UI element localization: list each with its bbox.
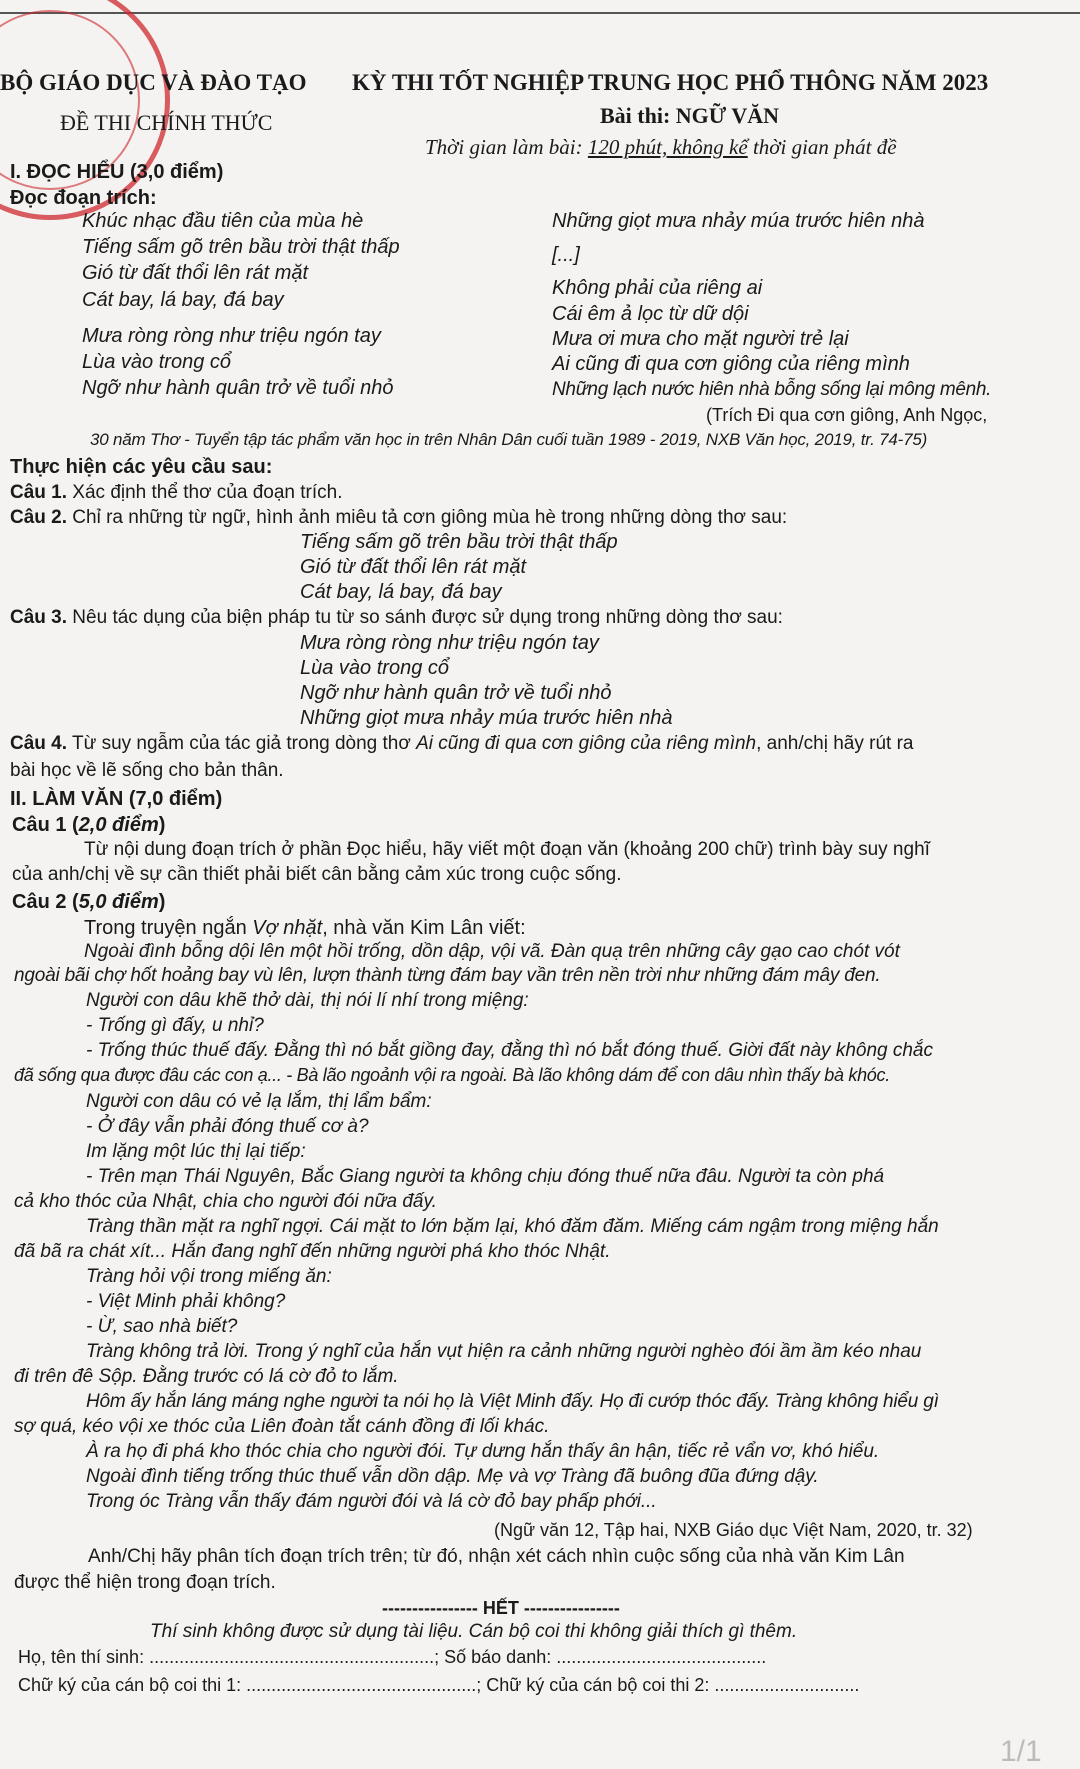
- excerpt-line: - Trống gì đấy, u nhỉ?: [86, 1015, 264, 1036]
- wq1-close: ): [158, 814, 166, 836]
- poem-left-line: Tiếng sấm gõ trên bầu trời thật thấp: [82, 236, 400, 258]
- excerpt-line: - Trên mạn Thái Nguyên, Bắc Giang người ta không chịu đóng thuế nữa đâu. Người ta còn phá: [86, 1166, 885, 1187]
- writing-question-1-line-1: Từ nội dung đoạn trích ở phần Đọc hiểu, hãy viết một đoạn văn (khoảng 200 chữ) trình bày suy nghĩ: [84, 839, 930, 860]
- excerpt-line: đã sống qua được đâu các con ạ... - Bà lão ngoảnh vội ra ngoài. Bà lão không dám để con dâu nhìn thấy bà khóc.: [14, 1065, 890, 1085]
- reading-intro: Đọc đoạn trích:: [10, 187, 157, 209]
- question-4-label: Câu 4.: [10, 733, 68, 754]
- poem-right-line: Những lạch nước hiên nhà bỗng sống lại mông mênh.: [552, 379, 992, 400]
- excerpt-line: sợ quá, kéo vội xe thóc của Liên đoàn tắt cánh đồng đi lối khác.: [14, 1416, 550, 1437]
- excerpt-line: - Trống thúc thuế đấy. Đằng thì nó bắt giồng đay, đằng thì nó bắt đóng thuế. Giời đất này không chắc: [86, 1040, 934, 1061]
- poem-right-line: [...]: [552, 244, 580, 266]
- exam-name: KỲ THI TỐT NGHIỆP TRUNG HỌC PHỔ THÔNG NĂM 2023: [352, 70, 989, 95]
- tasks-title: Thực hiện các yêu cầu sau:: [10, 456, 273, 478]
- poem-left-line: Ngỡ như hành quân trở về tuổi nhỏ: [82, 377, 394, 399]
- excerpt-line: Trong óc Tràng vẫn thấy đám người đói và lá cờ đỏ bay phấp phới...: [86, 1491, 657, 1512]
- exam-time: [425, 135, 897, 160]
- question-4-text-a: Từ suy ngẫm của tác giả trong dòng thơ: [67, 733, 417, 754]
- wq2-score: 5,0 điểm: [78, 891, 159, 913]
- excerpt-line: đi trên đê Sộp. Đằng trước có lá cờ đỏ to lắm.: [14, 1366, 399, 1387]
- excerpt-source: (Ngữ văn 12, Tập hai, NXB Giáo dục Việt Nam, 2020, tr. 32): [494, 1520, 973, 1540]
- proctor-signature-line: Chữ ký của cán bộ coi thi 1: ..............................................; Chữ ký của cán bộ coi thi 2: .............................: [18, 1675, 860, 1695]
- wq2-label: Câu 2 (: [12, 891, 79, 913]
- question-3-line: Những giọt mưa nhảy múa trước hiên nhà: [300, 707, 673, 729]
- excerpt-line: Hôm ấy hắn láng máng nghe người ta nói họ là Việt Minh đấy. Họ đi cướp thóc đấy. Tràng không hiểu gì: [86, 1391, 939, 1412]
- wq2-intro-b: , nhà văn Kim Lân viết:: [322, 917, 526, 939]
- question-1-label: Câu 1.: [10, 482, 68, 503]
- writing-question-2-title: [12, 891, 165, 914]
- end-mark: ---------------- HẾT ----------------: [382, 1598, 620, 1618]
- question-3-line: Lùa vào trong cổ: [300, 657, 449, 679]
- poem-left-line: Lùa vào trong cổ: [82, 351, 231, 373]
- poem-left-line: Cát bay, lá bay, đá bay: [82, 289, 284, 311]
- excerpt-line: Im lặng một lúc thị lại tiếp:: [86, 1141, 306, 1162]
- excerpt-line: Tràng thần mặt ra nghĩ ngợi. Cái mặt to lớn bặm lại, khó đăm đăm. Miếng cám ngậm trong miệng hắn: [86, 1216, 939, 1237]
- excerpt-line: đã bã ra chát xít... Hắn đang nghĩ đến những người phá kho thóc Nhật.: [14, 1241, 611, 1262]
- wq1-score: 2,0 điểm: [78, 814, 159, 836]
- question-3: [10, 607, 783, 629]
- time-suffix: thời gian phát đề: [747, 135, 897, 159]
- poem-right-line: Những giọt mưa nhảy múa trước hiên nhà: [552, 210, 925, 232]
- wq2-intro-a: Trong truyện ngắn: [84, 917, 253, 939]
- ministry-name: BỘ GIÁO DỤC VÀ ĐÀO TẠO: [0, 70, 307, 95]
- question-4: [10, 733, 913, 755]
- excerpt-line: Tràng hỏi vội trong miếng ăn:: [86, 1266, 332, 1287]
- poem-left-line: Mưa ròng ròng như triệu ngón tay: [82, 325, 381, 347]
- excerpt-line: cả kho thóc của Nhật, chia cho người đói nữa đấy.: [14, 1191, 437, 1212]
- question-2-line: Cát bay, lá bay, đá bay: [300, 581, 502, 603]
- poem-left-line: Khúc nhạc đầu tiên của mùa hè: [82, 210, 364, 232]
- excerpt-line: Tràng không trả lời. Trong ý nghĩ của hắn vụt hiện ra cảnh những người nghèo đói ầm ầm kéo nhau: [86, 1341, 922, 1362]
- official-exam-label: ĐỀ THI CHÍNH THỨC: [60, 110, 273, 135]
- writing-question-2-intro: [84, 917, 526, 940]
- writing-question-1-line-2: của anh/chị về sự cần thiết phải biết cân bằng cảm xúc trong cuộc sống.: [12, 864, 622, 885]
- question-2-line: Tiếng sấm gõ trên bầu trời thật thấp: [300, 531, 618, 553]
- excerpt-line: Ngoài đình bỗng dội lên một hồi trống, dồn dập, vội vã. Đàn quạ trên những cây gạo cao chót vót: [84, 941, 900, 962]
- poem-left-line: Gió từ đất thổi lên rát mặt: [82, 262, 309, 284]
- wq1-label: Câu 1 (: [12, 814, 79, 836]
- poem-source-2: 30 năm Thơ - Tuyển tập tác phẩm văn học in trên Nhân Dân cuối tuần 1989 - 2019, NXB Văn học, 2019, tr. 74-75): [90, 430, 928, 449]
- poem-right-line: Không phải của riêng ai: [552, 277, 763, 299]
- question-3-text: Nêu tác dụng của biện pháp tu từ so sánh được sử dụng trong những dòng thơ sau:: [67, 607, 783, 628]
- question-4-line-2: bài học về lẽ sống cho bản thân.: [10, 760, 284, 781]
- poem-right-line: Cái êm ả lọc từ dữ dội: [552, 303, 749, 325]
- time-value: 120 phút, không kể: [587, 135, 748, 159]
- time-prefix: Thời gian làm bài:: [425, 135, 588, 159]
- writing-section-title: II. LÀM VĂN (7,0 điểm): [10, 788, 223, 810]
- question-2: [10, 507, 787, 529]
- question-2-label: Câu 2.: [10, 507, 68, 528]
- reading-section-title: I. ĐỌC HIỂU (3,0 điểm): [10, 161, 224, 183]
- excerpt-line: Người con dâu khẽ thở dài, thị nói lí nhí trong miệng:: [86, 990, 529, 1011]
- page-number: 1/1: [1000, 1735, 1042, 1768]
- excerpt-line: Ngoài đình tiếng trống thúc thuế vẫn dồn dập. Mẹ và vợ Tràng đã buông đũa đứng dậy.: [86, 1466, 819, 1487]
- poem-right-line: Mưa ơi mưa cho mặt người trẻ lại: [552, 328, 849, 350]
- poem-right-line: Ai cũng đi qua cơn giông của riêng mình: [552, 353, 910, 375]
- writing-question-2-task-1: Anh/Chị hãy phân tích đoạn trích trên; từ đó, nhận xét cách nhìn cuộc sống của nhà văn Kim Lân: [88, 1546, 905, 1567]
- question-3-label: Câu 3.: [10, 607, 68, 628]
- exam-subject: Bài thi: NGỮ VĂN: [600, 103, 780, 128]
- question-4-quote: Ai cũng đi qua cơn giông của riêng mình: [416, 733, 757, 754]
- question-4-text-b: , anh/chị hãy rút ra: [756, 733, 914, 754]
- question-2-line: Gió từ đất thổi lên rát mặt: [300, 556, 527, 578]
- candidate-info-line: Họ, tên thí sinh: .........................................................; Số báo danh: ..........................................: [18, 1647, 767, 1667]
- poem-source-1: (Trích Đi qua cơn giông, Anh Ngọc,: [706, 405, 988, 425]
- excerpt-line: Người con dâu có vẻ lạ lắm, thị lẩm bẩm:: [86, 1091, 432, 1112]
- excerpt-line: - Ừ, sao nhà biết?: [86, 1316, 238, 1337]
- wq2-close: ): [158, 891, 166, 913]
- excerpt-line: - Ở đây vẫn phải đóng thuế cơ à?: [86, 1116, 369, 1137]
- writing-question-2-task-2: được thể hiện trong đoạn trích.: [14, 1572, 276, 1593]
- question-1-text: Xác định thể thơ của đoạn trích.: [67, 482, 343, 503]
- question-3-line: Mưa ròng ròng như triệu ngón tay: [300, 632, 599, 654]
- exam-note: Thí sinh không được sử dụng tài liệu. Cán bộ coi thi không giải thích gì thêm.: [150, 1621, 798, 1642]
- question-2-text: Chỉ ra những từ ngữ, hình ảnh miêu tả cơn giông mùa hè trong những dòng thơ sau:: [67, 507, 788, 528]
- wq2-intro-title: Vợ nhặt: [252, 917, 323, 939]
- question-3-line: Ngỡ như hành quân trở về tuổi nhỏ: [300, 682, 612, 704]
- excerpt-line: - Việt Minh phải không?: [86, 1291, 286, 1312]
- writing-question-1-title: [12, 814, 165, 837]
- question-1: [10, 482, 343, 504]
- excerpt-line: ngoài bãi chợ hốt hoảng bay vù lên, lượn thành từng đám bay vần trên nền trời như những đám mây đen.: [14, 965, 881, 986]
- excerpt-line: À ra họ đi phá kho thóc chia cho người đói. Tự dưng hắn thấy ân hận, tiếc rẻ vẩn vơ, khó hiểu.: [86, 1441, 880, 1462]
- top-border-line: [0, 12, 1080, 14]
